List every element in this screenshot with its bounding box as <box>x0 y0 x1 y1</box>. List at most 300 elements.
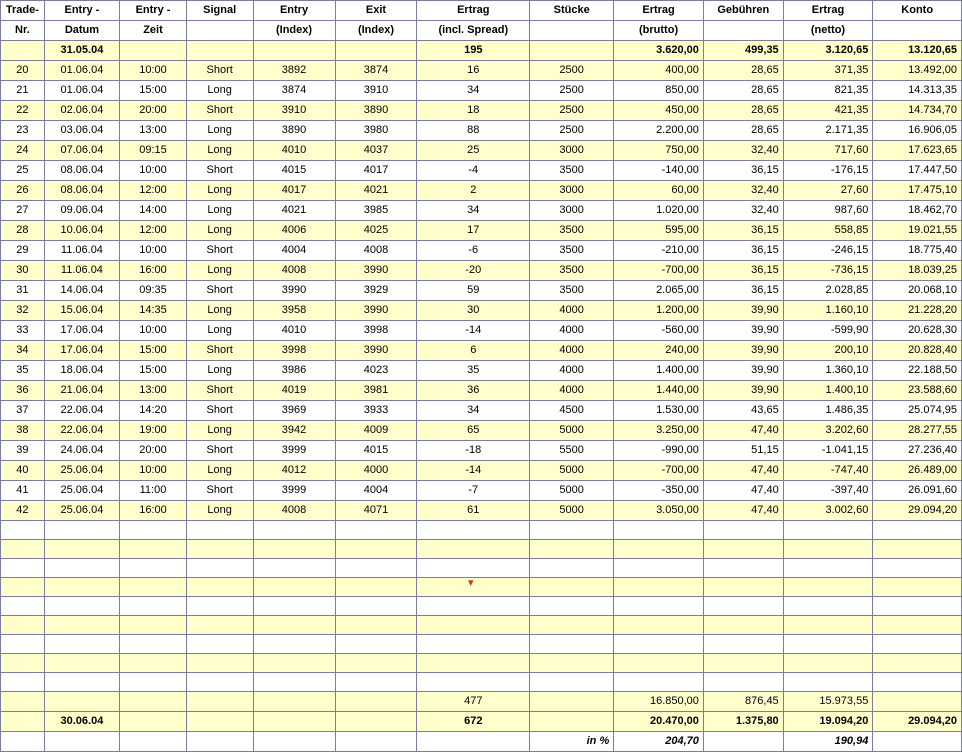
cell-signal[interactable]: Long <box>186 321 253 341</box>
cell-ertrag-netto[interactable]: 2.028,85 <box>783 281 873 301</box>
cell-signal[interactable]: Short <box>186 381 253 401</box>
cell-zeit[interactable] <box>120 673 187 692</box>
cell-nr[interactable] <box>1 616 45 635</box>
cell-signal[interactable]: Short <box>186 61 253 81</box>
cell-gebuehren[interactable]: 499,35 <box>703 41 783 61</box>
cell-nr[interactable]: 20 <box>1 61 45 81</box>
cell-nr[interactable]: 25 <box>1 161 45 181</box>
cell-stuecke[interactable]: 4500 <box>530 401 614 421</box>
cell-ertrag-netto[interactable]: 27,60 <box>783 181 873 201</box>
cell-konto[interactable] <box>873 673 962 692</box>
cell-nr[interactable]: 27 <box>1 201 45 221</box>
cell-signal[interactable]: Long <box>186 221 253 241</box>
cell-entry[interactable]: 3910 <box>253 101 335 121</box>
cell-signal[interactable]: Short <box>186 241 253 261</box>
cell-konto[interactable] <box>873 559 962 578</box>
cell-entry[interactable]: 3990 <box>253 281 335 301</box>
cell-exit[interactable] <box>335 673 417 692</box>
cell-ertrag-netto[interactable] <box>783 654 873 673</box>
cell-stuecke[interactable] <box>530 616 614 635</box>
cell-ertrag-netto[interactable] <box>783 635 873 654</box>
cell-zeit[interactable]: 11:00 <box>120 481 187 501</box>
cell-konto[interactable]: 29.094,20 <box>873 501 962 521</box>
cell-konto[interactable]: 17.447,50 <box>873 161 962 181</box>
cell-ertrag-netto[interactable]: 987,60 <box>783 201 873 221</box>
cell-gebuehren[interactable]: 32,40 <box>703 181 783 201</box>
cell-zeit[interactable]: 19:00 <box>120 421 187 441</box>
cell-zeit[interactable]: 20:00 <box>120 101 187 121</box>
cell-percent-entry[interactable] <box>253 732 335 752</box>
cell-datum[interactable]: 25.06.04 <box>44 461 119 481</box>
cell-ertrag-spread[interactable]: 59 <box>417 281 530 301</box>
cell-gebuehren[interactable]: 36,15 <box>703 281 783 301</box>
cell-signal[interactable]: Long <box>186 81 253 101</box>
cell-exit[interactable]: 3929 <box>335 281 417 301</box>
cell-nr[interactable] <box>1 635 45 654</box>
cell-ertrag-netto[interactable]: 717,60 <box>783 141 873 161</box>
cell-stuecke[interactable]: 4000 <box>530 381 614 401</box>
cell-exit[interactable]: 3990 <box>335 261 417 281</box>
cell-datum[interactable]: 11.06.04 <box>44 261 119 281</box>
cell-ertrag-spread[interactable]: 16 <box>417 61 530 81</box>
cell-ertrag-netto[interactable]: 421,35 <box>783 101 873 121</box>
cell-exit[interactable]: 3990 <box>335 301 417 321</box>
cell-ertrag-brutto[interactable] <box>614 673 704 692</box>
cell-datum[interactable]: 08.06.04 <box>44 161 119 181</box>
cell-nr[interactable] <box>1 521 45 540</box>
cell-zeit[interactable] <box>120 692 187 712</box>
cell-gebuehren[interactable]: 876,45 <box>703 692 783 712</box>
cell-ertrag-brutto[interactable]: -700,00 <box>614 461 704 481</box>
cell-zeit[interactable]: 20:00 <box>120 441 187 461</box>
cell-exit[interactable]: 4023 <box>335 361 417 381</box>
cell-konto[interactable]: 17.623,65 <box>873 141 962 161</box>
cell-ertrag-netto[interactable]: 3.120,65 <box>783 41 873 61</box>
cell-ertrag-brutto[interactable]: 240,00 <box>614 341 704 361</box>
cell-datum[interactable] <box>44 692 119 712</box>
cell-nr[interactable]: 32 <box>1 301 45 321</box>
cell-konto[interactable] <box>873 540 962 559</box>
cell-ertrag-netto[interactable] <box>783 559 873 578</box>
cell-exit[interactable]: 4021 <box>335 181 417 201</box>
cell-exit[interactable] <box>335 616 417 635</box>
cell-datum[interactable]: 21.06.04 <box>44 381 119 401</box>
cell-exit[interactable] <box>335 635 417 654</box>
cell-signal[interactable] <box>186 616 253 635</box>
cell-konto[interactable]: 25.074,95 <box>873 401 962 421</box>
cell-nr[interactable]: 37 <box>1 401 45 421</box>
cell-ertrag-spread[interactable]: 18 <box>417 101 530 121</box>
cell-entry[interactable] <box>253 635 335 654</box>
cell-konto[interactable] <box>873 635 962 654</box>
cell-signal[interactable]: Long <box>186 361 253 381</box>
cell-zeit[interactable] <box>120 597 187 616</box>
cell-stuecke[interactable] <box>530 654 614 673</box>
cell-exit[interactable] <box>335 521 417 540</box>
cell-entry[interactable]: 3998 <box>253 341 335 361</box>
cell-gebuehren[interactable]: 36,15 <box>703 241 783 261</box>
cell-ertrag-netto[interactable]: -397,40 <box>783 481 873 501</box>
cell-entry[interactable] <box>253 692 335 712</box>
cell-konto[interactable]: 29.094,20 <box>873 712 962 732</box>
cell-ertrag-spread[interactable]: 35 <box>417 361 530 381</box>
cell-stuecke[interactable] <box>530 597 614 616</box>
cell-ertrag-brutto[interactable]: 400,00 <box>614 61 704 81</box>
cell-datum[interactable] <box>44 540 119 559</box>
cell-ertrag-netto[interactable]: 3.202,60 <box>783 421 873 441</box>
cell-stuecke[interactable] <box>530 635 614 654</box>
cell-ertrag-brutto[interactable]: 2.200,00 <box>614 121 704 141</box>
cell-zeit[interactable]: 14:00 <box>120 201 187 221</box>
cell-gebuehren[interactable] <box>703 559 783 578</box>
cell-ertrag-spread[interactable]: 477 <box>417 692 530 712</box>
cell-zeit[interactable]: 12:00 <box>120 181 187 201</box>
cell-datum[interactable] <box>44 616 119 635</box>
cell-exit[interactable]: 3933 <box>335 401 417 421</box>
cell-ertrag-brutto[interactable]: -210,00 <box>614 241 704 261</box>
cell-stuecke[interactable]: 5500 <box>530 441 614 461</box>
cell-stuecke[interactable]: 2500 <box>530 121 614 141</box>
cell-ertrag-brutto[interactable]: -350,00 <box>614 481 704 501</box>
cell-ertrag-brutto[interactable]: 1.400,00 <box>614 361 704 381</box>
cell-percent-ertrag-spread[interactable] <box>417 732 530 752</box>
cell-datum[interactable]: 25.06.04 <box>44 501 119 521</box>
cell-percent-ertrag-brutto[interactable]: 204,70 <box>614 732 704 752</box>
cell-datum[interactable]: 10.06.04 <box>44 221 119 241</box>
cell-signal[interactable] <box>186 578 253 597</box>
cell-exit[interactable]: 3981 <box>335 381 417 401</box>
cell-zeit[interactable] <box>120 578 187 597</box>
cell-signal[interactable]: Long <box>186 141 253 161</box>
cell-exit[interactable] <box>335 41 417 61</box>
cell-entry[interactable]: 4019 <box>253 381 335 401</box>
cell-datum[interactable]: 14.06.04 <box>44 281 119 301</box>
cell-entry[interactable]: 3969 <box>253 401 335 421</box>
cell-exit[interactable]: 3998 <box>335 321 417 341</box>
cell-ertrag-brutto[interactable] <box>614 521 704 540</box>
cell-gebuehren[interactable]: 1.375,80 <box>703 712 783 732</box>
cell-ertrag-netto[interactable] <box>783 616 873 635</box>
cell-ertrag-brutto[interactable]: 3.050,00 <box>614 501 704 521</box>
cell-datum[interactable]: 22.06.04 <box>44 401 119 421</box>
cell-gebuehren[interactable]: 36,15 <box>703 161 783 181</box>
cell-stuecke[interactable] <box>530 559 614 578</box>
cell-zeit[interactable]: 09:35 <box>120 281 187 301</box>
cell-datum[interactable]: 11.06.04 <box>44 241 119 261</box>
cell-exit[interactable]: 3985 <box>335 201 417 221</box>
cell-ertrag-brutto[interactable]: -560,00 <box>614 321 704 341</box>
cell-konto[interactable]: 26.489,00 <box>873 461 962 481</box>
cell-entry[interactable]: 4006 <box>253 221 335 241</box>
cell-exit[interactable]: 3980 <box>335 121 417 141</box>
cell-entry[interactable]: 4010 <box>253 321 335 341</box>
cell-exit[interactable] <box>335 692 417 712</box>
cell-exit[interactable]: 4000 <box>335 461 417 481</box>
cell-gebuehren[interactable]: 28,65 <box>703 101 783 121</box>
cell-ertrag-spread[interactable]: 2 <box>417 181 530 201</box>
cell-konto[interactable]: 28.277,55 <box>873 421 962 441</box>
cell-nr[interactable]: 42 <box>1 501 45 521</box>
cell-datum[interactable] <box>44 578 119 597</box>
cell-datum[interactable] <box>44 559 119 578</box>
cell-gebuehren[interactable]: 32,40 <box>703 201 783 221</box>
cell-datum[interactable]: 31.05.04 <box>44 41 119 61</box>
cell-ertrag-netto[interactable]: -736,15 <box>783 261 873 281</box>
cell-konto[interactable] <box>873 692 962 712</box>
cell-entry[interactable]: 4004 <box>253 241 335 261</box>
cell-percent-konto[interactable] <box>873 732 962 752</box>
cell-signal[interactable]: Short <box>186 341 253 361</box>
cell-gebuehren[interactable]: 36,15 <box>703 261 783 281</box>
cell-ertrag-netto[interactable]: -246,15 <box>783 241 873 261</box>
cell-nr[interactable]: 28 <box>1 221 45 241</box>
cell-ertrag-spread[interactable] <box>417 616 530 635</box>
cell-entry[interactable]: 4008 <box>253 261 335 281</box>
cell-signal[interactable]: Long <box>186 181 253 201</box>
cell-signal[interactable] <box>186 597 253 616</box>
cell-zeit[interactable] <box>120 635 187 654</box>
cell-nr[interactable] <box>1 597 45 616</box>
cell-signal[interactable]: Long <box>186 201 253 221</box>
cell-entry[interactable] <box>253 578 335 597</box>
cell-gebuehren[interactable] <box>703 540 783 559</box>
cell-zeit[interactable] <box>120 712 187 732</box>
cell-signal[interactable] <box>186 692 253 712</box>
cell-zeit[interactable]: 10:00 <box>120 61 187 81</box>
cell-ertrag-spread[interactable] <box>417 654 530 673</box>
cell-stuecke[interactable] <box>530 673 614 692</box>
cell-stuecke[interactable] <box>530 540 614 559</box>
cell-ertrag-spread[interactable]: 65 <box>417 421 530 441</box>
cell-konto[interactable]: 20.628,30 <box>873 321 962 341</box>
cell-signal[interactable]: Long <box>186 421 253 441</box>
cell-zeit[interactable]: 09:15 <box>120 141 187 161</box>
cell-ertrag-spread[interactable]: 34 <box>417 401 530 421</box>
cell-signal[interactable]: Long <box>186 261 253 281</box>
cell-ertrag-netto[interactable]: 2.171,35 <box>783 121 873 141</box>
cell-signal[interactable] <box>186 712 253 732</box>
cell-exit[interactable]: 3874 <box>335 61 417 81</box>
cell-ertrag-spread[interactable]: -14 <box>417 461 530 481</box>
cell-konto[interactable]: 14.313,35 <box>873 81 962 101</box>
cell-signal[interactable] <box>186 41 253 61</box>
cell-datum[interactable]: 25.06.04 <box>44 481 119 501</box>
cell-stuecke[interactable]: 5000 <box>530 461 614 481</box>
cell-ertrag-netto[interactable]: -747,40 <box>783 461 873 481</box>
cell-exit[interactable]: 3890 <box>335 101 417 121</box>
cell-stuecke[interactable]: 3000 <box>530 141 614 161</box>
cell-ertrag-netto[interactable]: 3.002,60 <box>783 501 873 521</box>
cell-signal[interactable]: Short <box>186 281 253 301</box>
cell-zeit[interactable] <box>120 540 187 559</box>
cell-exit[interactable] <box>335 578 417 597</box>
cell-konto[interactable]: 26.091,60 <box>873 481 962 501</box>
cell-signal[interactable]: Long <box>186 121 253 141</box>
cell-stuecke[interactable]: 5000 <box>530 421 614 441</box>
cell-ertrag-netto[interactable]: -1.041,15 <box>783 441 873 461</box>
cell-ertrag-brutto[interactable]: 450,00 <box>614 101 704 121</box>
cell-datum[interactable] <box>44 635 119 654</box>
cell-percent-zeit[interactable] <box>120 732 187 752</box>
cell-nr[interactable]: 33 <box>1 321 45 341</box>
cell-nr[interactable] <box>1 712 45 732</box>
cell-exit[interactable] <box>335 712 417 732</box>
cell-exit[interactable] <box>335 559 417 578</box>
cell-gebuehren[interactable]: 28,65 <box>703 81 783 101</box>
cell-nr[interactable]: 41 <box>1 481 45 501</box>
cell-exit[interactable]: 4009 <box>335 421 417 441</box>
cell-ertrag-brutto[interactable]: -700,00 <box>614 261 704 281</box>
cell-datum[interactable]: 01.06.04 <box>44 81 119 101</box>
cell-ertrag-brutto[interactable]: 850,00 <box>614 81 704 101</box>
cell-exit[interactable]: 4037 <box>335 141 417 161</box>
cell-stuecke[interactable]: 3000 <box>530 201 614 221</box>
cell-stuecke[interactable]: 3500 <box>530 281 614 301</box>
cell-ertrag-spread[interactable]: 36 <box>417 381 530 401</box>
cell-ertrag-brutto[interactable] <box>614 654 704 673</box>
cell-ertrag-netto[interactable] <box>783 673 873 692</box>
cell-entry[interactable] <box>253 673 335 692</box>
cell-gebuehren[interactable]: 39,90 <box>703 341 783 361</box>
cell-percent-stuecke[interactable]: in % <box>530 732 614 752</box>
cell-ertrag-brutto[interactable]: 1.200,00 <box>614 301 704 321</box>
cell-exit[interactable]: 4017 <box>335 161 417 181</box>
cell-nr[interactable] <box>1 692 45 712</box>
cell-ertrag-brutto[interactable]: 595,00 <box>614 221 704 241</box>
cell-percent-signal[interactable] <box>186 732 253 752</box>
cell-exit[interactable]: 4025 <box>335 221 417 241</box>
cell-ertrag-spread[interactable] <box>417 540 530 559</box>
cell-konto[interactable] <box>873 654 962 673</box>
cell-signal[interactable]: Long <box>186 461 253 481</box>
cell-stuecke[interactable] <box>530 578 614 597</box>
cell-stuecke[interactable] <box>530 692 614 712</box>
cell-ertrag-spread[interactable]: 6 <box>417 341 530 361</box>
cell-zeit[interactable]: 10:00 <box>120 461 187 481</box>
cell-datum[interactable]: 01.06.04 <box>44 61 119 81</box>
cell-stuecke[interactable] <box>530 712 614 732</box>
cell-stuecke[interactable]: 3500 <box>530 161 614 181</box>
cell-entry[interactable]: 4012 <box>253 461 335 481</box>
cell-ertrag-spread[interactable]: -4 <box>417 161 530 181</box>
cell-signal[interactable]: Short <box>186 401 253 421</box>
cell-signal[interactable] <box>186 521 253 540</box>
cell-gebuehren[interactable]: 47,40 <box>703 481 783 501</box>
cell-percent-nr[interactable] <box>1 732 45 752</box>
cell-entry[interactable]: 3942 <box>253 421 335 441</box>
cell-zeit[interactable]: 14:35 <box>120 301 187 321</box>
cell-entry[interactable]: 3986 <box>253 361 335 381</box>
cell-datum[interactable] <box>44 673 119 692</box>
cell-datum[interactable] <box>44 521 119 540</box>
cell-ertrag-brutto[interactable]: 60,00 <box>614 181 704 201</box>
cell-konto[interactable]: 23.588,60 <box>873 381 962 401</box>
cell-entry[interactable]: 3999 <box>253 441 335 461</box>
cell-ertrag-spread[interactable]: 88 <box>417 121 530 141</box>
cell-ertrag-brutto[interactable]: -140,00 <box>614 161 704 181</box>
cell-gebuehren[interactable]: 47,40 <box>703 461 783 481</box>
cell-ertrag-netto[interactable]: -599,90 <box>783 321 873 341</box>
cell-datum[interactable]: 22.06.04 <box>44 421 119 441</box>
cell-nr[interactable]: 39 <box>1 441 45 461</box>
cell-ertrag-spread[interactable]: 672 <box>417 712 530 732</box>
cell-entry[interactable]: 3958 <box>253 301 335 321</box>
cell-signal[interactable] <box>186 654 253 673</box>
cell-ertrag-spread[interactable]: -6 <box>417 241 530 261</box>
cell-ertrag-brutto[interactable] <box>614 540 704 559</box>
cell-gebuehren[interactable] <box>703 673 783 692</box>
cell-ertrag-spread[interactable] <box>417 597 530 616</box>
cell-nr[interactable]: 22 <box>1 101 45 121</box>
cell-entry[interactable] <box>253 654 335 673</box>
cell-ertrag-netto[interactable]: 558,85 <box>783 221 873 241</box>
cell-datum[interactable]: 18.06.04 <box>44 361 119 381</box>
cell-nr[interactable]: 38 <box>1 421 45 441</box>
cell-entry[interactable] <box>253 41 335 61</box>
cell-konto[interactable]: 13.120,65 <box>873 41 962 61</box>
cell-nr[interactable]: 21 <box>1 81 45 101</box>
cell-ertrag-spread[interactable]: -18 <box>417 441 530 461</box>
cell-signal[interactable] <box>186 559 253 578</box>
cell-percent-exit[interactable] <box>335 732 417 752</box>
cell-ertrag-spread[interactable] <box>417 559 530 578</box>
cell-zeit[interactable]: 10:00 <box>120 241 187 261</box>
cell-nr[interactable] <box>1 654 45 673</box>
cell-zeit[interactable]: 12:00 <box>120 221 187 241</box>
cell-ertrag-netto[interactable]: 200,10 <box>783 341 873 361</box>
cell-gebuehren[interactable]: 39,90 <box>703 361 783 381</box>
cell-zeit[interactable] <box>120 41 187 61</box>
cell-signal[interactable] <box>186 635 253 654</box>
cell-nr[interactable]: 30 <box>1 261 45 281</box>
cell-ertrag-spread[interactable] <box>417 635 530 654</box>
cell-nr[interactable] <box>1 673 45 692</box>
cell-konto[interactable]: 20.068,10 <box>873 281 962 301</box>
cell-ertrag-brutto[interactable] <box>614 635 704 654</box>
cell-signal[interactable]: Short <box>186 481 253 501</box>
cell-datum[interactable]: 03.06.04 <box>44 121 119 141</box>
cell-stuecke[interactable]: 3500 <box>530 221 614 241</box>
cell-konto[interactable]: 18.039,25 <box>873 261 962 281</box>
cell-ertrag-brutto[interactable] <box>614 597 704 616</box>
cell-percent-ertrag-netto[interactable]: 190,94 <box>783 732 873 752</box>
cell-signal[interactable]: Short <box>186 441 253 461</box>
cell-gebuehren[interactable]: 47,40 <box>703 501 783 521</box>
cell-stuecke[interactable]: 3500 <box>530 241 614 261</box>
cell-ertrag-spread[interactable] <box>417 673 530 692</box>
cell-stuecke[interactable]: 5000 <box>530 501 614 521</box>
cell-gebuehren[interactable]: 32,40 <box>703 141 783 161</box>
cell-entry[interactable] <box>253 712 335 732</box>
cell-ertrag-netto[interactable]: 15.973,55 <box>783 692 873 712</box>
cell-konto[interactable]: 14.734,70 <box>873 101 962 121</box>
cell-nr[interactable]: 35 <box>1 361 45 381</box>
cell-entry[interactable] <box>253 597 335 616</box>
cell-nr[interactable]: 29 <box>1 241 45 261</box>
cell-gebuehren[interactable] <box>703 521 783 540</box>
cell-ertrag-brutto[interactable]: 3.620,00 <box>614 41 704 61</box>
cell-konto[interactable] <box>873 578 962 597</box>
cell-nr[interactable]: 40 <box>1 461 45 481</box>
cell-konto[interactable]: 20.828,40 <box>873 341 962 361</box>
cell-zeit[interactable]: 10:00 <box>120 161 187 181</box>
cell-signal[interactable] <box>186 540 253 559</box>
cell-konto[interactable]: 22.188,50 <box>873 361 962 381</box>
cell-ertrag-netto[interactable]: 1.400,10 <box>783 381 873 401</box>
cell-zeit[interactable]: 13:00 <box>120 121 187 141</box>
cell-ertrag-netto[interactable]: 19.094,20 <box>783 712 873 732</box>
cell-datum[interactable]: 09.06.04 <box>44 201 119 221</box>
